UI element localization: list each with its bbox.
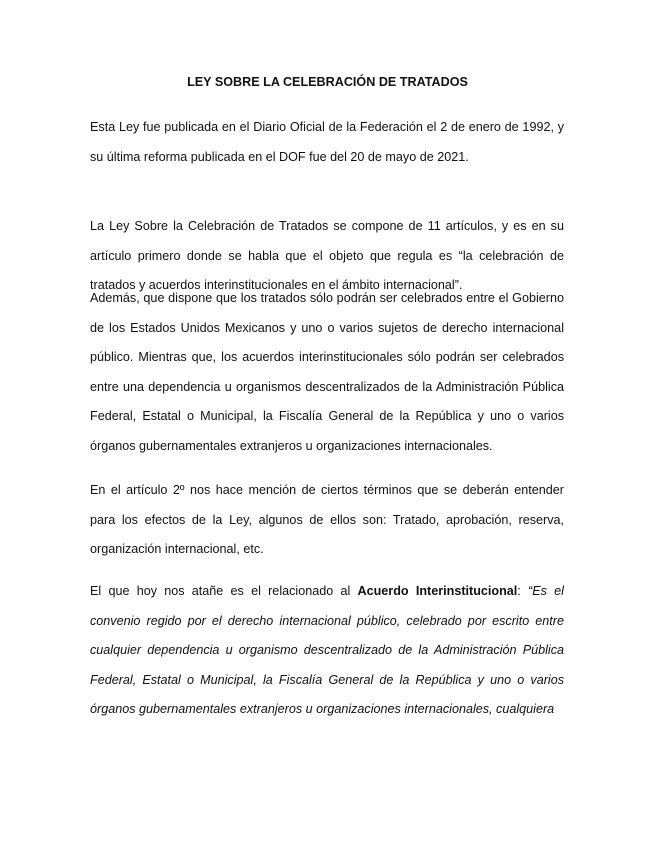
- paragraph-publication: Esta Ley fue publicada en el Diario Oficial de la Federación el 2 de enero de 1992, y su última reforma publicada en el DOF fue del 20 de mayo de 2021.: [90, 120, 564, 164]
- paragraph-interinstitutional-agreement: [90, 577, 564, 725]
- paragraph-intro-text: El que hoy nos atañe es el relacionado al: [90, 584, 358, 598]
- paragraph-composition: La Ley Sobre la Celebración de Tratados se compone de 11 artículos, y es en su artículo primero donde se habla que el objeto que regula es “la celebración de tratados y acuerdos interinstitucionales en el ámbito internacional”.: [90, 219, 564, 292]
- definition-quote: “Es el convenio regido por el derecho internacional público, celebrado por escrito entre cualquier dependencia u organismo descentralizado de la Administración Pública Federal, Estatal o Municipal, la Fiscalía General de la República y uno o varios órganos gubernamentales extranjeros u organizaciones internacionales, cualquiera: [90, 584, 564, 716]
- paragraph-article-two: En el artículo 2º nos hace mención de ciertos términos que se deberán entender para los efectos de la Ley, algunos de ellos son: Tratado, aprobación, reserva, organización internacional, etc.: [90, 483, 564, 556]
- term-colon: :: [517, 584, 529, 598]
- document-title: LEY SOBRE LA CELEBRACIÓN DE TRATADOS: [187, 75, 468, 89]
- paragraph-treaties: Además, que dispone que los tratados sólo podrán ser celebrados entre el Gobierno de los Estados Unidos Mexicanos y uno o varios sujetos de derecho internacional público. Mientras que, los acuerdos interinstitucionales sólo podrán ser celebrados entre una dependencia u organismos descentralizados de la Administración Pública Federal, Estatal o Municipal, la Fiscalía General de la República y uno o varios órganos gubernamentales extranjeros u organizaciones internacionales.: [90, 291, 564, 453]
- defined-term: Acuerdo Interinstitucional: [357, 584, 518, 598]
